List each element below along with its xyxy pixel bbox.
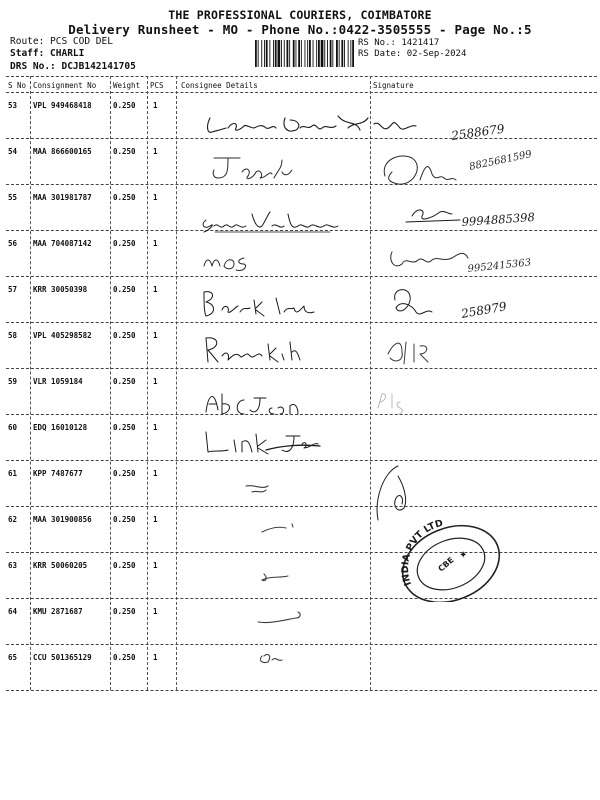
row-sno: 63: [8, 561, 18, 570]
row-sno: 62: [8, 515, 18, 524]
row-consignment-no: MAA 301981787: [33, 193, 92, 202]
row-pcs: 1: [153, 515, 158, 524]
row-consignment-no: KRR 50060205: [33, 561, 88, 570]
handwritten-consignee-53: [208, 116, 416, 132]
handwritten-signature-54: [384, 156, 456, 184]
row-pcs: 1: [153, 285, 158, 294]
handwritten-signature-59: [378, 394, 402, 414]
row-pcs: 1: [153, 377, 158, 386]
row-weight: 0.250: [113, 331, 136, 340]
handwritten-consignee-59: [206, 394, 298, 414]
row-pcs: 1: [153, 239, 158, 248]
handwritten-consignee-62: [262, 524, 293, 532]
seal-star-icon: ✦: [459, 550, 468, 561]
row-consignment-no: VPL 949468418: [33, 101, 92, 110]
staff-label: Staff: CHARLI: [10, 48, 85, 59]
row-weight: 0.250: [113, 285, 136, 294]
row-consignment-no: EDQ 16010128: [33, 423, 88, 432]
col-header-sno: S No: [8, 81, 27, 90]
company-seal-stamp: [393, 514, 505, 602]
row-consignment-no: KMU 2871687: [33, 607, 83, 616]
route-label: Route: PCS COD DEL: [10, 36, 113, 47]
row-sno: 56: [8, 239, 18, 248]
handwritten-consignee-60: [206, 432, 320, 454]
row-weight: 0.250: [113, 607, 136, 616]
row-consignment-no: KPP 7487677: [33, 469, 83, 478]
handwritten-consignee-61: [246, 486, 268, 492]
row-divider: [6, 368, 597, 369]
row-consignment-no: VPL 405298582: [33, 331, 92, 340]
row-weight: 0.250: [113, 423, 136, 432]
handwritten-consignee-56: [204, 258, 246, 270]
row-pcs: 1: [153, 193, 158, 202]
row-divider: [6, 414, 597, 415]
row-pcs: 1: [153, 101, 158, 110]
row-pcs: 1: [153, 469, 158, 478]
handwritten-consignee-65: [260, 654, 282, 662]
row-consignment-no: CCU 501365129: [33, 653, 92, 662]
rs-number: RS No.: 1421417: [358, 38, 440, 48]
col-header-pcs: PCS: [150, 81, 164, 90]
row-weight: 0.250: [113, 469, 136, 478]
row-weight: 0.250: [113, 377, 136, 386]
row-pcs: 1: [153, 331, 158, 340]
row-weight: 0.250: [113, 239, 136, 248]
col-header-signature: Signature: [373, 81, 414, 90]
row-sno: 58: [8, 331, 18, 340]
row-sno: 54: [8, 147, 18, 156]
handwritten-consignee-54: [213, 158, 292, 179]
handwritten-phone-54: 8825681599: [468, 148, 533, 173]
seal-text: INDIA PVT LTD: [399, 517, 445, 588]
row-sno: 64: [8, 607, 18, 616]
row-divider: [6, 506, 597, 507]
row-consignment-no: MAA 301900856: [33, 515, 92, 524]
row-sno: 61: [8, 469, 18, 478]
row-divider: [6, 690, 597, 691]
col-header-weight: Weight: [113, 81, 141, 90]
row-weight: 0.250: [113, 561, 136, 570]
row-divider: [6, 644, 597, 645]
handwritten-signature-56: [391, 252, 468, 266]
row-consignment-no: MAA 866600165: [33, 147, 92, 156]
barcode-image: [255, 40, 355, 67]
col-header-consignee: Consignee Details: [181, 81, 258, 90]
seal-city: CBE: [436, 555, 456, 574]
row-divider: [6, 460, 597, 461]
row-divider: [6, 322, 597, 323]
drs-number: DRS No.: DCJB142141705: [10, 61, 136, 72]
row-sno: 65: [8, 653, 18, 662]
handwritten-phone-55: 9994885398: [461, 209, 536, 229]
row-sno: 59: [8, 377, 18, 386]
row-consignment-no: VLR 1059184: [33, 377, 83, 386]
runsheet-title: Delivery Runsheet - MO - Phone No.:0422-3505555 - Page No.:5: [68, 22, 532, 37]
row-consignment-no: MAA 704087142: [33, 239, 92, 248]
row-weight: 0.250: [113, 653, 136, 662]
row-pcs: 1: [153, 607, 158, 616]
row-divider: [6, 552, 597, 553]
row-sno: 57: [8, 285, 18, 294]
handwritten-signature-55: [406, 210, 460, 222]
table-top-rule: [6, 76, 597, 77]
row-sno: 53: [8, 101, 18, 110]
row-pcs: 1: [153, 423, 158, 432]
handwritten-consignee-63: [262, 574, 288, 581]
handwritten-phone-57: 258979: [460, 299, 508, 321]
row-divider: [6, 138, 597, 139]
row-weight: 0.250: [113, 101, 136, 110]
handwritten-consignee-57: [204, 292, 314, 316]
handwritten-consignee-64: [258, 612, 300, 623]
handwritten-signature-61: [377, 466, 405, 520]
col-header-consignment: Consignment No: [33, 81, 97, 90]
row-sno: 60: [8, 423, 18, 432]
row-consignment-no: KRR 30050398: [33, 285, 88, 294]
row-weight: 0.250: [113, 515, 136, 524]
svg-text:INDIA PVT LTD: [400, 518, 444, 587]
row-divider: [6, 184, 597, 185]
company-name: THE PROFESSIONAL COURIERS, COIMBATORE: [168, 8, 432, 22]
row-divider: [6, 598, 597, 599]
header-bottom-rule: [6, 92, 597, 93]
row-divider: [6, 276, 597, 277]
rs-date: RS Date: 02-Sep-2024: [358, 49, 467, 59]
row-divider: [6, 230, 597, 231]
row-pcs: 1: [153, 147, 158, 156]
handwritten-consignee-58: [206, 338, 300, 362]
handwritten-signature-58: [388, 342, 428, 364]
handwritten-signature-57: [395, 290, 432, 314]
row-sno: 55: [8, 193, 18, 202]
row-weight: 0.250: [113, 193, 136, 202]
row-pcs: 1: [153, 561, 158, 570]
row-weight: 0.250: [113, 147, 136, 156]
handwritten-consignee-55: [203, 212, 338, 232]
row-pcs: 1: [153, 653, 158, 662]
handwritten-phone-56: 9952415363: [467, 257, 532, 275]
handwritten-phone-53: 2588679: [450, 121, 506, 143]
